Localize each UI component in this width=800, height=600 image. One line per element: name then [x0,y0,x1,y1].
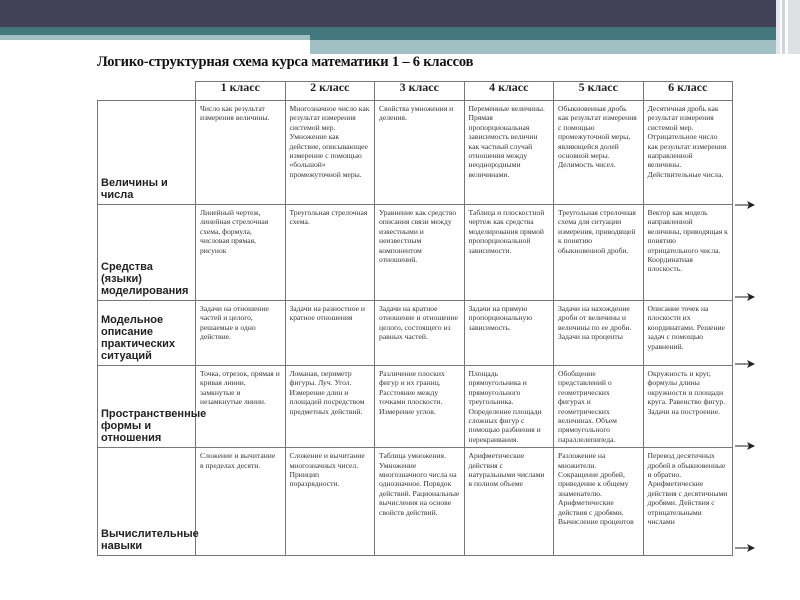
row-label: Пространственные формы и отношения [98,366,196,448]
table-cell: Переменные величины. Прямая пропорциональная зависимость величин как частный случай отношения между неоднородными величинами. [464,101,554,205]
table-cell: Вектор как модель направленной величины, приводящая к понятию отрицательного числа. Координатная плоскость. [643,205,733,301]
table-cell: Описание точек на плоскости их координатами. Решение задач с помощью уравнений. [643,301,733,366]
corner-cell [98,82,196,101]
table-cell: Число как результат измерения величины. [196,101,286,205]
header-row [98,82,733,101]
column-header: 4 класс [464,82,554,101]
arrow-right-icon [735,292,755,302]
slide-edge-stripe [782,0,785,54]
table-row [98,301,733,366]
table-cell: Арифметические действия с натуральными числами в полном объеме [464,448,554,556]
row-label: Модельное описание практических ситуаций [98,301,196,366]
slide-edge-stripe [776,0,780,54]
table-cell: Площадь прямоугольника и прямоугольного треугольника. Определение площади сложных фигур с помощью разбиения и перекраивания. [464,366,554,448]
slide-header-stripe [310,40,780,54]
table-cell: Ломаная, периметр фигуры. Луч. Угол. Измерение длин и площадей посредством предметных действий. [285,366,375,448]
table-cell: Свойства умножения и деления. [375,101,465,205]
row-label: Величины и числа [98,101,196,205]
table-row [98,448,733,556]
slide-edge-stripe [788,0,800,54]
table-cell: Таблица и плоскостной чертеж как средства моделирования прямой пропорциональной зависимости. [464,205,554,301]
table-cell: Десятичная дробь как результат измерения системой мер. Отрицательное число как результат измерения направленной величины. Действительные числа. [643,101,733,205]
column-header: 2 класс [285,82,375,101]
table-cell: Задачи на кратное отношение и отношение целого, состоящего из равных частей. [375,301,465,366]
table-cell: Обобщение представлений о геометрических фигурах и геометрических величинах. Объем прямоугольного параллелепипеда. [554,366,644,448]
slide-header-stripe [0,35,310,40]
table-cell: Точка, отрезок, прямая и кривая линии, замкнутые и незамкнутые линии. [196,366,286,448]
row-label: Вычислительные навыки [98,448,196,556]
table-cell: Сложение и вычитание многозначных чисел. Принцип поразрядности. [285,448,375,556]
table-cell: Линейный чертеж, линейная стрелочная схема, формула, числовая прямая, рисунок [196,205,286,301]
table-cell: Задачи на нахождение дроби от величины и величины по ее дроби. Задачи на проценты [554,301,644,366]
arrow-right-icon [735,200,755,210]
table-cell: Окружность и круг, формулы длины окружности и площади круга. Равенство фигур. Задачи на построение. [643,366,733,448]
table-cell: Обыкновенная дробь как результат измерения с помощью промежуточной меры, являющейся долей основной меры. Делимость чисел. [554,101,644,205]
table-cell: Треугольная стрелочная схема для ситуации измерения, приводящей к понятию обыкновенной дроби. [554,205,644,301]
table-row [98,101,733,205]
arrow-right-icon [735,441,755,451]
row-label: Средства (языки) моделирования [98,205,196,301]
arrow-right-icon [735,543,755,553]
arrow-right-icon [735,359,755,369]
table-cell: Таблица умножения. Умножение многозначного числа на однозначное. Порядок действий. Рациональные вычисления на основе свойств действий. [375,448,465,556]
column-header: 1 класс [196,82,286,101]
table-cell: Разложение на множители. Сокращение дробей, приведение к общему знаменателю. Арифметические действия с дробями. Вычисление процентов [554,448,644,556]
table-cell: Многозначное число как результат измерения системой мер. Умножение как действие, описывающее измерение с помощью «большой» промежуточной меры. [285,101,375,205]
table-row [98,366,733,448]
column-header: 3 класс [375,82,465,101]
column-header: 6 класс [643,82,733,101]
page-title: Логико-структурная схема курса математики 1 – 6 классов [97,54,474,70]
table-cell: Треугольная стрелочная схема. [285,205,375,301]
table-row [98,205,733,301]
table-cell: Различение плоских фигур и их границ. Расстояние между точками плоскости. Измерение углов. [375,366,465,448]
curriculum-table [97,81,733,556]
table-cell: Задачи на прямую пропорциональную зависимость. [464,301,554,366]
table-cell: Сложение и вычитание в пределах десяти. [196,448,286,556]
slide-header-bar [0,0,780,27]
table-cell: Задачи на разностное и кратное отношения [285,301,375,366]
table-cell: Задачи на отношение частей и целого, решаемые в одно действие. [196,301,286,366]
table-cell: Перевод десятичных дробей в обыкновенные и обратно. Арифметические действия с десятичными дробями. Действия с отрицательными числами [643,448,733,556]
column-header: 5 класс [554,82,644,101]
table-cell: Уравнение как средство описания связи между известными и неизвестным компонентом отношений. [375,205,465,301]
